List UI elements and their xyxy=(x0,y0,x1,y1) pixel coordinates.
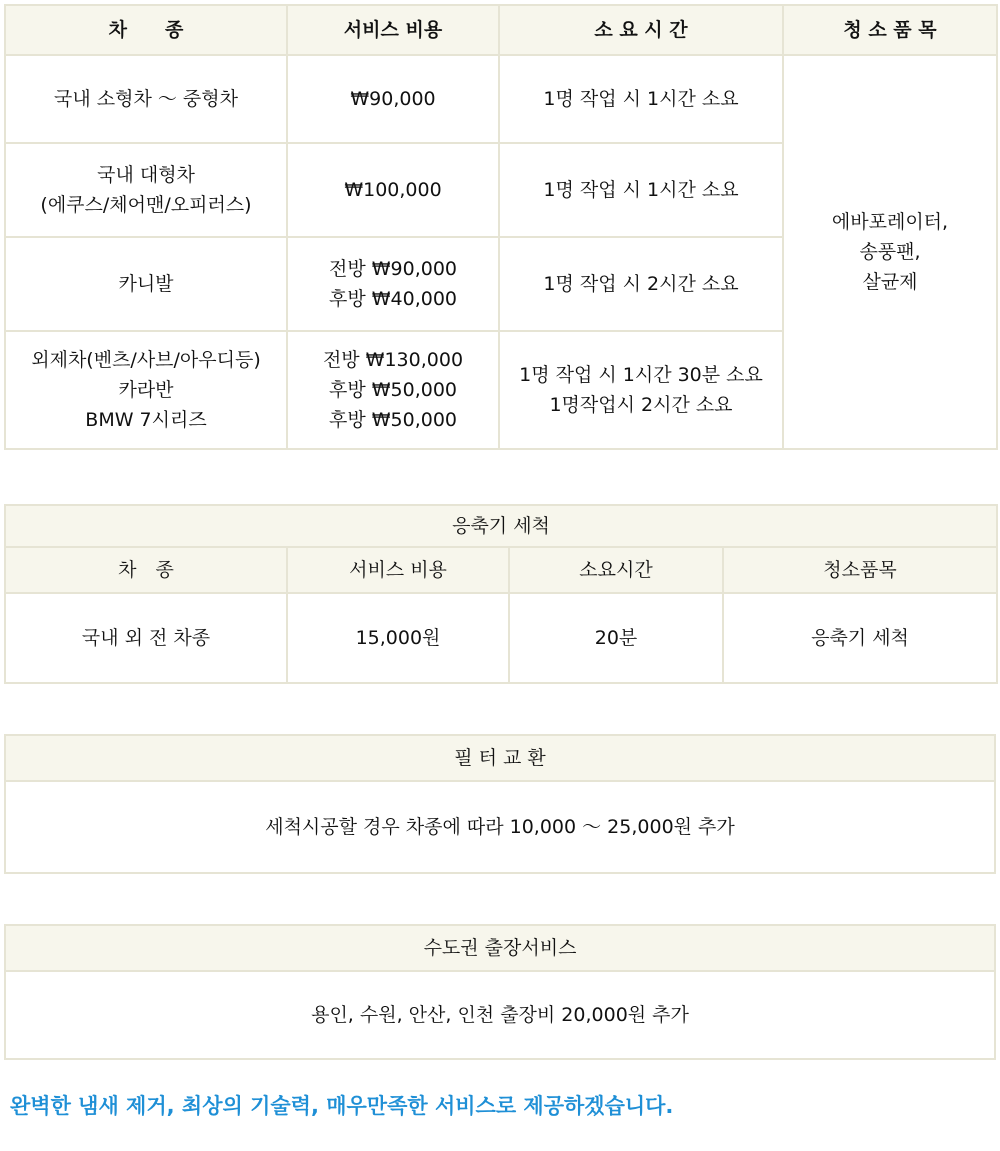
cleaning-item: 송풍팬, xyxy=(859,241,921,263)
price-cell xyxy=(287,331,499,449)
vehicle-text: 카라반 xyxy=(118,379,174,401)
vehicle-text: BMW 7시리즈 xyxy=(85,409,207,431)
header-cleaning-items: 청 소 품 목 xyxy=(783,5,997,55)
price-text: 후방 ₩40,000 xyxy=(328,288,458,310)
duration-text: 1명 작업 시 2시간 소요 xyxy=(543,273,739,295)
duration-text: 1명 작업 시 1시간 소요 xyxy=(543,179,739,201)
main-pricing-table xyxy=(4,4,998,450)
table-row xyxy=(5,781,995,873)
filter-table xyxy=(4,734,996,874)
vehicle-text: (에쿠스/체어맨/오피러스) xyxy=(40,194,252,216)
header-service-cost: 서비스 비용 xyxy=(287,5,499,55)
duration-text: 1명 작업 시 1시간 소요 xyxy=(543,88,739,110)
travel-service-table xyxy=(4,924,996,1060)
vehicle-text: 국내 소형차 ～ 중형차 xyxy=(54,88,238,110)
price-text: ₩100,000 xyxy=(344,179,442,201)
price-text: 전방 ₩130,000 xyxy=(322,349,464,371)
header-duration: 소 요 시 간 xyxy=(499,5,783,55)
vehicle-text: 외제차(벤츠/사브/아우디등) xyxy=(31,349,261,371)
condenser-table xyxy=(4,504,998,684)
vehicle-cell xyxy=(5,143,287,237)
duration-cell xyxy=(499,237,783,331)
duration-cell xyxy=(499,143,783,237)
duration-cell xyxy=(499,55,783,143)
table-header-row xyxy=(5,5,997,55)
vehicle-cell: 국내 외 전 차종 xyxy=(5,593,287,683)
header-duration: 소요시간 xyxy=(509,547,723,593)
section-title: 응축기 세척 xyxy=(5,505,997,547)
cleaning-items-cell: 응축기 세척 xyxy=(723,593,997,683)
price-text: 전방 ₩90,000 xyxy=(328,258,458,280)
vehicle-cell xyxy=(5,55,287,143)
price-cell xyxy=(287,143,499,237)
cleaning-items-cell xyxy=(783,55,997,449)
price-cell: 15,000원 xyxy=(287,593,509,683)
vehicle-cell xyxy=(5,331,287,449)
header-service-cost: 서비스 비용 xyxy=(287,547,509,593)
duration-cell xyxy=(499,331,783,449)
section-title-row xyxy=(5,505,997,547)
price-text: ₩90,000 xyxy=(350,88,436,110)
table-header-row xyxy=(5,547,997,593)
header-cleaning-items: 청소품목 xyxy=(723,547,997,593)
price-cell xyxy=(287,237,499,331)
section-title: 수도권 출장서비스 xyxy=(5,925,995,971)
filter-info-text: 세척시공할 경우 차종에 따라 10,000 ～ 25,000원 추가 xyxy=(5,781,995,873)
header-vehicle-type: 차 종 xyxy=(5,5,287,55)
section-title-row xyxy=(5,925,995,971)
vehicle-text: 국내 대형차 xyxy=(97,164,195,186)
header-vehicle-type: 차 종 xyxy=(5,547,287,593)
section-title-row xyxy=(5,735,995,781)
vehicle-text: 카니발 xyxy=(118,273,174,295)
vehicle-cell xyxy=(5,237,287,331)
price-text: 후방 ₩50,000 xyxy=(328,379,458,401)
cleaning-item: 에바포레이터, xyxy=(831,211,949,233)
duration-text: 1명작업시 2시간 소요 xyxy=(549,394,733,416)
price-text: 후방 ₩50,000 xyxy=(328,409,458,431)
table-row xyxy=(5,593,997,683)
table-row xyxy=(5,971,995,1059)
travel-info-text: 용인, 수원, 안산, 인천 출장비 20,000원 추가 xyxy=(5,971,995,1059)
duration-cell: 20분 xyxy=(509,593,723,683)
price-cell xyxy=(287,55,499,143)
section-title: 필 터 교 환 xyxy=(5,735,995,781)
cleaning-item: 살균제 xyxy=(862,271,918,293)
duration-text: 1명 작업 시 1시간 30분 소요 xyxy=(519,364,763,386)
closing-message: 완벽한 냄새 제거, 최상의 기술력, 매우만족한 서비스로 제공하겠습니다. xyxy=(10,1094,674,1118)
table-row xyxy=(5,55,997,143)
